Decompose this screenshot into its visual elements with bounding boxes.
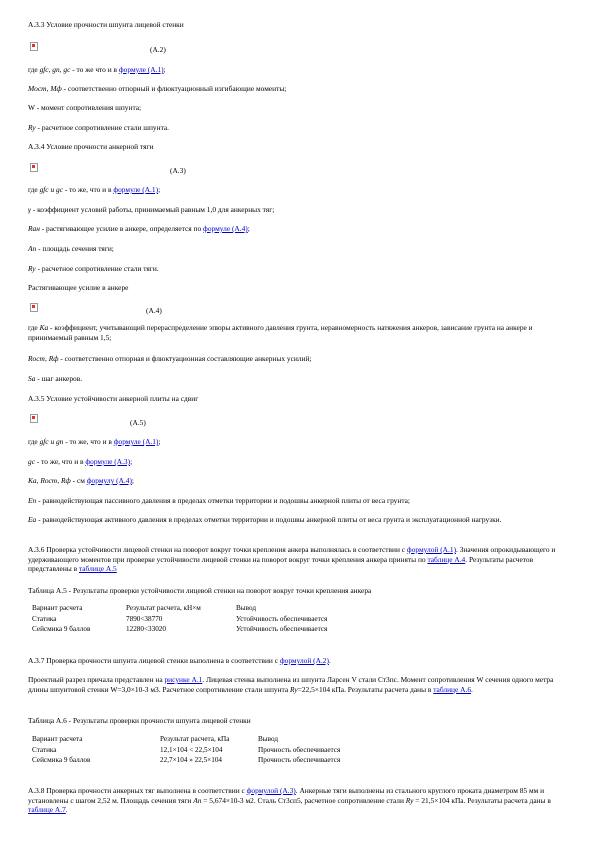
table-cell: 22,7×104 » 22,5×104	[160, 756, 223, 765]
equation-label-a5: (А.5)	[130, 418, 146, 427]
link-formula-a1[interactable]: формулой (А.1)	[406, 545, 457, 554]
def-ran: Rан - растягивающее усилие в анкере, определяется по формуле (А.4);	[28, 224, 250, 233]
def-rost: Rост, Rф - соответственно отпорная и флюктуационная составляющие анкерных усилий;	[28, 354, 312, 363]
para-a38: А.3.8 Проверка прочности анкерных тяг выполнена в соответствии с формулой (А.3). Анкерные тяги выполнены из стального круглого проката диаметром 85 мм и установлены с шагом 2,52 м. Площадь сечения тяги Aп = 5,674×10-3 м2. Сталь Ст3сп5, расчетное сопротивление стали Ry = 21,5×104 кПа. Результаты расчета даны в таблице А.7.	[28, 786, 551, 815]
table-a6	[32, 734, 346, 766]
link-formula-a3[interactable]: формуле (А.3)	[85, 457, 131, 466]
table-cell: Сейсмика 9 баллов	[32, 756, 91, 765]
link-formula-a1[interactable]: формуле (А.1)	[113, 437, 159, 446]
heading-a35: А.3.5 Условие устойчивости анкерной плиты на сдвиг	[28, 394, 199, 403]
table-header-cell: Вариант расчета	[32, 735, 83, 744]
para-a37-details: Проектный разрез причала представлен на рисунке А.1. Лицевая стенка выполнена из шпунта Ларсен V стали Ст3пс. Момент сопротивления W сечения одного метра длины шпунтовой стенки W=3,0×10-3 м3. Расчетное сопротивление стали шпунта Ry=22,5×104 кПа. Результаты расчета даны в таблице А.6.	[28, 675, 554, 694]
table-header-cell: Вывод	[258, 735, 279, 744]
def-an: Aп - площадь сечения тяги;	[28, 244, 114, 253]
table-cell: Устойчивость обеспечивается	[236, 625, 328, 634]
where-a3: где gfc и gc - то же, что и в формуле (А.1);	[28, 185, 161, 194]
table-cell: Устойчивость обеспечивается	[236, 614, 328, 623]
def-gc: gc - то же, что и в формуле (А.3);	[28, 457, 133, 466]
table-header-cell: Результат расчета, кН×м	[126, 604, 201, 613]
link-formula-a3[interactable]: формулой (А.3)	[246, 786, 296, 795]
link-formula-a4[interactable]: формуле (А.4)	[203, 224, 248, 233]
def-ry-sheet: Ry - расчетное сопротивление стали шпунта.	[28, 123, 170, 132]
heading-a34: А.3.4 Условие прочности анкерной тяги	[28, 142, 154, 151]
table-row	[32, 745, 346, 756]
equation-label-a3: (А.3)	[170, 166, 186, 175]
table-cell: Сейсмика 9 баллов	[32, 625, 91, 634]
heading-a33: А.3.3 Условие прочности шпунта лицевой стенки	[28, 20, 184, 29]
link-formula-a2[interactable]: формулой (А.2)	[279, 656, 329, 665]
def-ep: Eп - равнодействующая пассивного давления в пределах отметки территории и подошвы анкерной плиты от веса грунта;	[28, 496, 410, 505]
where-a2: где gfc, gn, gc - то же что и в формуле (А.1);	[28, 65, 166, 74]
table-a6-caption: Таблица А.6 - Результаты проверки прочности шпунта лицевой стенки	[28, 716, 251, 725]
table-a5-caption: Таблица А.5 - Результаты проверки устойчивости лицевой стенки на поворот вокруг точки крепления анкера	[28, 586, 372, 595]
tension-title: Растягивающее усилие в анкере	[28, 283, 129, 292]
def-ry-rod: Ry - расчетное сопротивление стали тяги.	[28, 264, 159, 273]
link-table-a6[interactable]: таблице А.6	[433, 684, 472, 694]
table-header-cell: Вариант расчета	[32, 604, 83, 613]
link-table-a5[interactable]: таблице А.5	[78, 564, 117, 574]
formula-a5-image-icon	[30, 414, 38, 423]
table-a5	[32, 603, 333, 635]
table-cell: Прочность обеспечивается	[258, 756, 341, 765]
table-header-cell: Вывод	[236, 604, 257, 613]
formula-a4-image-icon	[30, 303, 38, 312]
link-figure-a1[interactable]: рисунке А.1	[164, 675, 203, 684]
def-w: W - момент сопротивления шпунта;	[28, 103, 142, 112]
equation-label-a4: (А.4)	[146, 306, 162, 315]
table-header-cell: Результат расчета, кПа	[160, 735, 230, 744]
table-header-row	[32, 734, 346, 745]
table-cell: 12,1×104 < 22,5×104	[160, 745, 223, 754]
table-cell: 12280<33020	[126, 625, 166, 634]
def-ea: Eа - равнодействующая активного давления в пределах отметки территории и подошвы анкерной плиты от веса грунта и эксплуатационной нагрузки.	[28, 515, 502, 524]
link-table-a7[interactable]: таблице А.7	[28, 805, 66, 815]
def-ka: где Kа - коэффициент, учитывающий перераспределение эпюры активного давления грунта, неравномерность натяжения анкеров, зависание грунта на анкере и принимаемый равным 1,5;	[28, 323, 533, 342]
def-ka-ref: Kа, Rост, Rф - см формулу (А.4);	[28, 476, 134, 485]
table-header-row	[32, 603, 333, 614]
link-table-a4[interactable]: таблице А.4	[427, 554, 466, 564]
table-row	[32, 755, 346, 766]
table-row	[32, 614, 333, 625]
def-gamma: γ - коэффициент условий работы, принимаемый равным 1,0 для анкерных тяг;	[28, 205, 275, 214]
table-row	[32, 624, 333, 635]
formula-a2-image-icon	[30, 42, 38, 51]
equation-label-a2: (А.2)	[150, 45, 166, 54]
table-cell: 7890<38770	[126, 614, 163, 623]
link-formula-a1[interactable]: формуле (А.1)	[113, 185, 159, 194]
table-cell: Статика	[32, 745, 57, 754]
link-formula-a4[interactable]: формулу (А.4)	[86, 476, 132, 485]
def-sa: Sа - шаг анкеров.	[28, 374, 83, 383]
link-formula-a1[interactable]: формуле (А.1)	[118, 65, 164, 74]
para-a37: А.3.7 Проверка прочности шпунта лицевой стенки выполнена в соответствии с формулой (А.2).	[28, 656, 331, 665]
table-cell: Статика	[32, 614, 57, 623]
def-moments: Mост, Mф - соответственно отпорный и флюктуационный изгибающие моменты;	[28, 84, 287, 93]
where-a5: где gfc и gn - то же, что и в формуле (А.1);	[28, 437, 161, 446]
table-cell: Прочность обеспечивается	[258, 745, 341, 754]
formula-a3-image-icon	[30, 163, 38, 172]
para-a36: А.3.6 Проверка устойчивости лицевой стенки на поворот вокруг точки крепления анкера выполнялась в соответствии с формулой (А.1). Значения опрокидывающего и удерживающего моментов при проверке устойчивости лицевой стенки на поворот вокруг точки крепления анкера приняты по таблице А.4. Результаты расчетов представлены в таблице А.5	[28, 545, 556, 574]
